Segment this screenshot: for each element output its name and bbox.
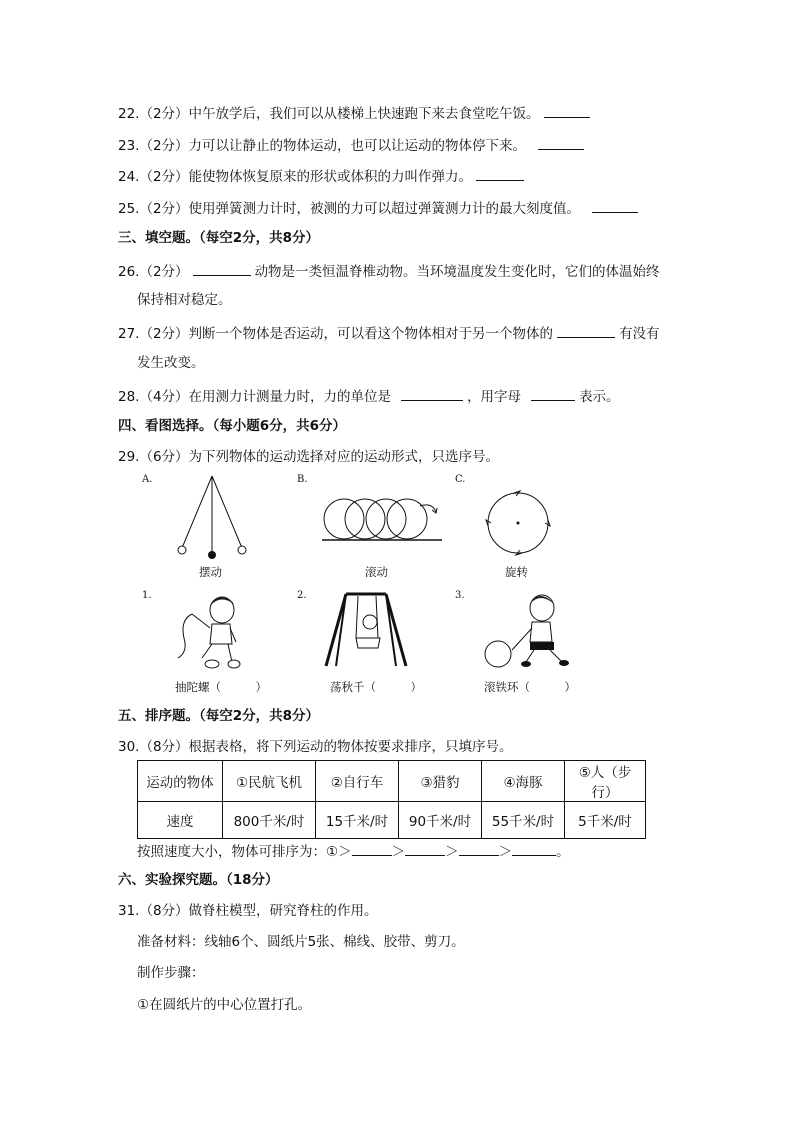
- item-3-caption: 滚铁环（ ）: [484, 680, 576, 694]
- section-title-experiment: 六、实验探究题。（18分）: [118, 872, 279, 888]
- answer-blank[interactable]: [405, 840, 445, 856]
- question-22: 22.（2分）中午放学后，我们可以从楼梯上快速跑下来去食堂吃午饭。: [118, 102, 594, 124]
- table-cell: ①民航飞机: [223, 761, 316, 802]
- answer-blank[interactable]: [557, 322, 615, 338]
- question-31: 31.（8分）做脊柱模型，研究脊柱的作用。: [118, 903, 378, 919]
- answer-blank[interactable]: [401, 385, 463, 401]
- section-title-sort: 五、排序题。（每空2分，共8分）: [118, 708, 320, 724]
- answer-blank[interactable]: [352, 840, 392, 856]
- materials-line: 准备材料：线轴6个、圆纸片5张、棉线、胶带、剪刀。: [137, 934, 465, 950]
- question-24: 24.（2分）能使物体恢复原来的形状或体积的力叫作弹力。: [118, 165, 528, 187]
- answer-blank[interactable]: [538, 134, 584, 150]
- table-cell: ⑤人（步行）: [565, 761, 646, 802]
- rolling-circles-diagram: [320, 494, 444, 546]
- girl-on-swing-illustration: [322, 592, 408, 670]
- item-2-number: 2.: [297, 590, 307, 601]
- answer-blank[interactable]: [592, 197, 638, 213]
- table-cell: 速度: [138, 802, 223, 839]
- table-cell: 90千米/时: [399, 802, 482, 839]
- question-23: 23.（2分）力可以让静止的物体运动，也可以让运动的物体停下来。: [118, 134, 588, 156]
- boy-whipping-top-illustration: [172, 592, 247, 672]
- table-cell: 800千米/时: [223, 802, 316, 839]
- table-cell: ②自行车: [316, 761, 399, 802]
- answer-blank[interactable]: [476, 165, 524, 181]
- option-a-letter: A.: [142, 474, 153, 485]
- answer-blank[interactable]: [193, 260, 251, 276]
- answer-blank[interactable]: [512, 840, 556, 856]
- question-25: 25.（2分）使用弹簧测力计时，被测的力可以超过弹簧测力计的最大刻度值。: [118, 197, 642, 219]
- boy-rolling-hoop-illustration: [482, 592, 572, 672]
- item-2-caption: 荡秋千（ ）: [330, 680, 422, 694]
- table-cell: ③猎豹: [399, 761, 482, 802]
- table-cell: 运动的物体: [138, 761, 223, 802]
- option-b-caption: 滚动: [365, 565, 388, 579]
- question-27-cont: 发生改变。: [137, 355, 205, 371]
- table-cell: ④海豚: [482, 761, 565, 802]
- answer-blank[interactable]: [544, 102, 590, 118]
- question-28: 28.（4分）在用测力计测量力时，力的单位是 ，用字母 表示。: [118, 385, 620, 407]
- item-3-number: 3.: [455, 590, 465, 601]
- question-26: 26.（2分） 动物是一类恒温脊椎动物。当环境温度发生变化时，它们的体温始终: [118, 260, 660, 282]
- section-title-fill: 三、填空题。（每空2分，共8分）: [118, 230, 320, 246]
- answer-blank[interactable]: [531, 385, 575, 401]
- option-c-letter: C.: [455, 474, 466, 485]
- steps-title: 制作步骤：: [137, 965, 205, 981]
- table-row: [138, 802, 646, 839]
- table-cell: 55千米/时: [482, 802, 565, 839]
- answer-blank[interactable]: [459, 840, 499, 856]
- table-cell: 5千米/时: [565, 802, 646, 839]
- table-row: [138, 761, 646, 802]
- question-30: 30.（8分）根据表格，将下列运动的物体按要求排序，只填序号。: [118, 739, 513, 755]
- section-title-picture: 四、看图选择。（每小题6分，共6分）: [118, 418, 347, 434]
- step-1: ①在圆纸片的中心位置打孔。: [137, 997, 312, 1013]
- option-c-caption: 旋转: [505, 565, 528, 579]
- sort-answer-line: 按照速度大小，物体可排序为：①＞ ＞ ＞ ＞ 。: [137, 840, 570, 862]
- option-b-letter: B.: [297, 474, 308, 485]
- option-a-caption: 摆动: [199, 565, 222, 579]
- item-1-number: 1.: [142, 590, 152, 601]
- question-29: 29.（6分）为下列物体的运动选择对应的运动形式，只选序号。: [118, 449, 500, 465]
- pendulum-swing-diagram: [172, 474, 252, 560]
- speed-table: [137, 760, 646, 839]
- rotation-circle-diagram: [484, 490, 552, 556]
- question-26-cont: 保持相对稳定。: [137, 292, 232, 308]
- table-cell: 15千米/时: [316, 802, 399, 839]
- question-27: 27.（2分）判断一个物体是否运动，可以看这个物体相对于另一个物体的 有没有: [118, 322, 660, 344]
- item-1-caption: 抽陀螺（ ）: [175, 680, 267, 694]
